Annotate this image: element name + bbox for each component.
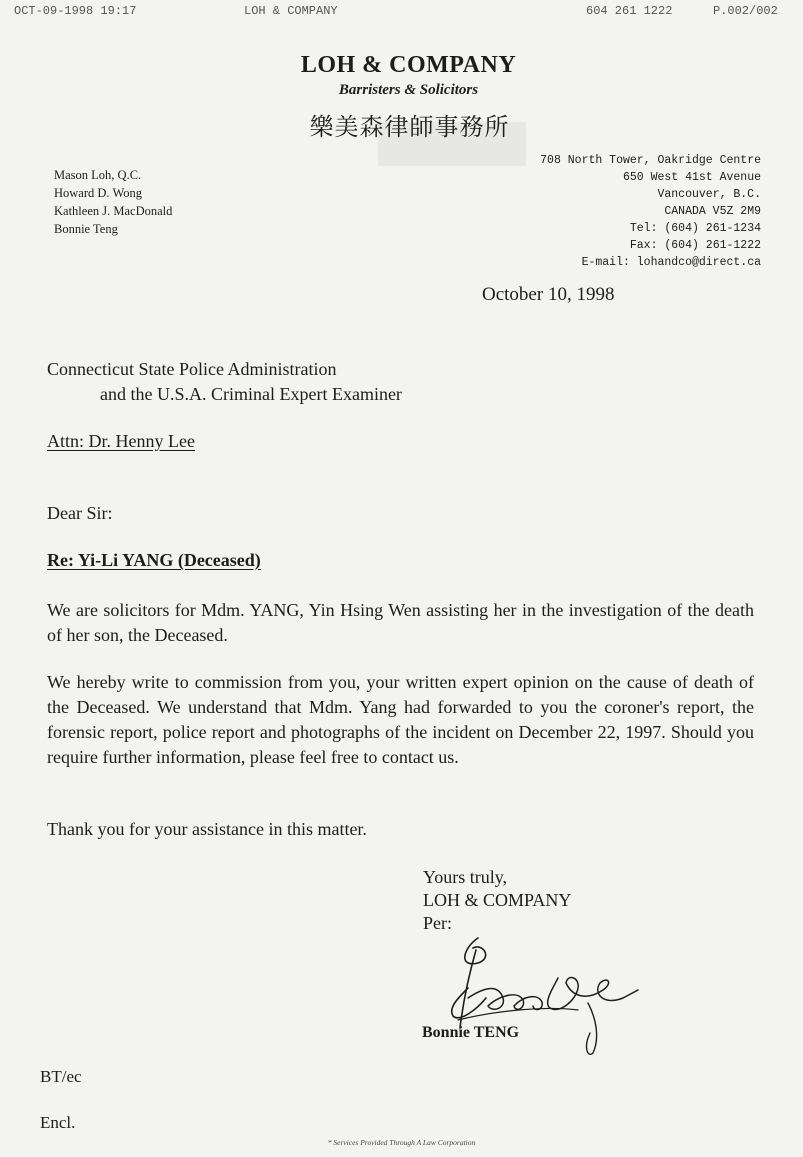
body-paragraph: Thank you for your assistance in this matter. [47,819,367,839]
address-line: 708 North Tower, Oakridge Centre [540,154,761,167]
address-line: Fax: (604) 261-1222 [629,239,761,252]
attention-line: Attn: Dr. Henny Lee [47,431,195,451]
closing-firm: LOH & COMPANY [423,890,572,910]
address-line: CANADA V5Z 2M9 [664,205,761,218]
valediction: Yours truly, [423,867,508,887]
closing-block [423,866,571,935]
salutation: Dear Sir: [47,503,113,523]
recipient-line: Connecticut State Police Administration [47,359,337,379]
address-line: Tel: (604) 261-1234 [629,222,761,235]
recipient-block [47,357,402,407]
firm-name: LOH & COMPANY [300,52,517,78]
signer-name: Bonnie TENG [422,1024,520,1041]
letterhead [0,52,803,142]
fax-sender: LOH & COMPANY [244,4,338,18]
fax-datetime: OCT-09-1998 19:17 [14,4,137,18]
fax-header [0,4,803,22]
reference-initials: BT/ec [40,1067,82,1086]
address-line: E-mail: lohandco@direct.ca [581,256,761,269]
fax-page-number: P.002/002 [713,4,778,18]
firm-tagline: Barristers & Solicitors [338,82,479,98]
address-line: 650 West 41st Avenue [622,171,761,184]
partner-list [54,166,172,238]
fax-phone: 604 261 1222 [586,4,673,18]
address-line: Vancouver, B.C. [657,188,761,201]
per-label: Per: [423,913,452,933]
partner-name: Howard D. Wong [54,186,142,200]
firm-chinese-name: 樂美森律師事務所 [309,113,510,141]
enclosure-note: Encl. [40,1113,76,1132]
body-paragraph: We are solicitors for Mdm. YANG, Yin Hsing Wen assisting her in the investigation of the death of her son, the Deceased. [47,600,754,645]
subject-line: Re: Yi-Li YANG (Deceased) [47,550,261,570]
footer-note: * Services Provided Through A Law Corporation [327,1138,476,1147]
partner-name: Kathleen J. MacDonald [54,204,173,218]
letter-date: October 10, 1998 [482,284,615,305]
partner-name: Bonnie Teng [54,222,118,236]
partner-name: Mason Loh, Q.C. [54,168,142,182]
body-paragraph: We hereby write to commission from you, your written expert opinion on the cause of death of the Deceased. We understand that Mdm. Yang had forwarded to you the coroner's report, the forensic report, police report and photographs of the incident on December 22, 1997. Should you require further information, please feel free to contact us. [47,672,754,767]
firm-address [540,152,761,271]
recipient-line: and the U.S.A. Criminal Expert Examiner [100,384,402,404]
